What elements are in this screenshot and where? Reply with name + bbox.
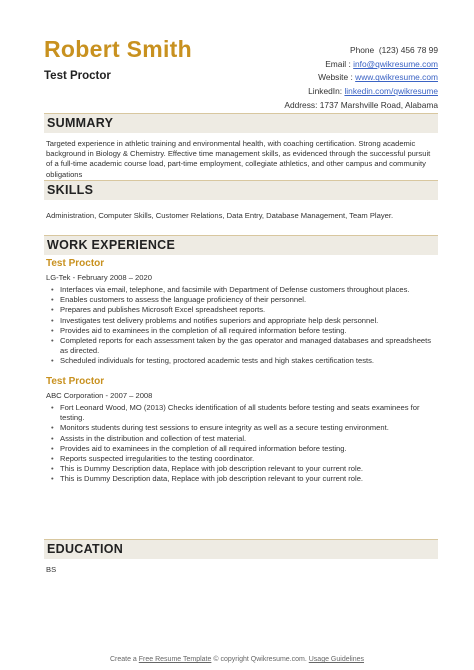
website-link[interactable]: www.qwikresume.com — [355, 72, 438, 83]
contact-label: LinkedIn — [308, 86, 340, 97]
linkedin-link[interactable]: linkedin.com/qwikresume — [344, 86, 438, 97]
section-title: SUMMARY — [47, 116, 114, 130]
list-item: • This is Dummy Description data, Replace with job description relevant to your current role. — [60, 474, 436, 484]
list-item: • Prepares and publishes Microsoft Excel spreadsheet reports. — [60, 305, 436, 315]
email-link[interactable]: info@qwikresume.com — [353, 58, 438, 69]
candidate-role: Test Proctor — [44, 70, 111, 82]
list-item: • Investigates test delivery problems and notifies superiors and appropriate help desk personnel. — [60, 316, 436, 326]
contact-phone — [198, 44, 438, 58]
phone-value: (123) 456 78 99 — [378, 45, 438, 55]
job-bullet-list — [46, 403, 436, 485]
section-title: WORK EXPERIENCE — [47, 238, 176, 252]
contact-label: Website — [318, 72, 349, 83]
footer-copyright: © copyright Qwikresume.com. — [211, 656, 309, 663]
education-section-header — [44, 539, 438, 559]
job-title: Test Proctor — [46, 376, 105, 387]
candidate-name: Robert Smith — [44, 36, 192, 62]
list-item: • Completed reports for each assessment taken by the gas operator and managed databases and spreadsheets as directed. — [60, 336, 436, 356]
footer-prefix: Create a — [109, 656, 139, 663]
job-title: Test Proctor — [46, 258, 105, 269]
education-text: BS — [46, 565, 57, 574]
list-item: • Reports suspected irregularities to the testing coordinator. — [60, 454, 436, 464]
summary-section-header — [44, 113, 438, 133]
list-item: • Scheduled individuals for testing, proctored academic tests and high stakes certification tests. — [60, 356, 436, 366]
contact-address: Address: 1737 Marshville Road, Alabama — [198, 99, 438, 113]
experience-section-header — [44, 235, 438, 255]
contact-linkedin: LinkedIn: linkedin.com/qwikresume — [198, 85, 438, 99]
contact-label: Phone — [349, 45, 375, 55]
summary-text: Targeted experience in athletic training and environmental health, with coaching certification. Strong academic background in Biology & Chemistry. Effective time management skills, as evidenced through the successful pursuit of a full-time academic course load, part-time employment, collegiate athletics, and other campus and community obligations — [46, 139, 431, 179]
list-item: • This is Dummy Description data, Replace with job description relevant to your current role. — [60, 464, 436, 474]
job-company-dates: LG-Tek - February 2008 – 2020 — [46, 273, 152, 282]
address-value: 1737 Marshville Road, Alabama — [319, 99, 438, 110]
contact-email: Email : info@qwikresume.com — [198, 58, 438, 72]
list-item: • Assists in the distribution and collection of test material. — [60, 434, 436, 444]
list-item: • Monitors students during test sessions to ensure integrity as well as a secure testing environment. — [60, 423, 436, 433]
contact-block — [198, 44, 438, 113]
contact-label: Email — [325, 58, 347, 69]
list-item: • Provides aid to examinees in the completion of all required information before testing. — [60, 444, 436, 454]
contact-website: Website : www.qwikresume.com — [198, 71, 438, 85]
list-item: • Interfaces via email, telephone, and facsimile with Department of Defense customers throughout places. — [60, 285, 436, 295]
list-item: • Fort Leonard Wood, MO (2013) Checks identification of all students before testing and seats examinees for testing. — [60, 403, 436, 423]
section-title: EDUCATION — [47, 542, 124, 556]
usage-guidelines-link[interactable]: Usage Guidelines — [308, 656, 365, 663]
skills-text: Administration, Computer Skills, Customer Relations, Data Entry, Database Management, Team Player. — [46, 211, 394, 220]
list-item: • Enables customers to assess the language proficiency of their personnel. — [60, 295, 436, 305]
job-company-dates: ABC Corporation - 2007 – 2008 — [46, 391, 153, 400]
free-resume-template-link[interactable]: Free Resume Template — [138, 656, 212, 663]
footer — [0, 656, 474, 663]
list-item: • Provides aid to examinees in the completion of all required information before testing. — [60, 326, 436, 336]
job-bullet-list — [46, 285, 436, 367]
section-title: SKILLS — [47, 183, 94, 197]
contact-label: Address — [284, 99, 316, 110]
skills-section-header — [44, 180, 438, 200]
